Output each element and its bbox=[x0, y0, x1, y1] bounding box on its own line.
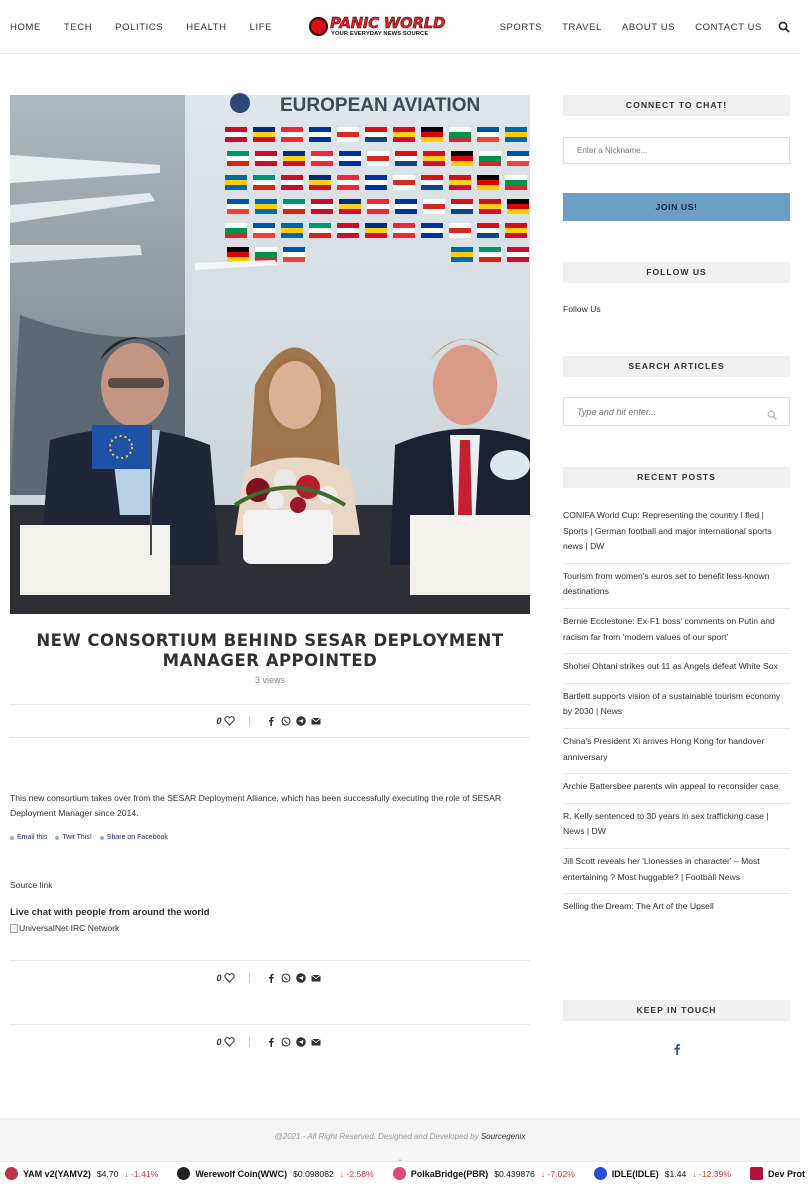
nav-item-tech[interactable]: TECH bbox=[63, 21, 93, 33]
flag-stripe bbox=[477, 132, 499, 137]
ticker-item[interactable] bbox=[393, 1167, 575, 1180]
flag-stripe bbox=[309, 180, 331, 185]
flag-stripe bbox=[337, 137, 359, 142]
article-title: NEW CONSORTIUM BEHIND SESAR DEPLOYMENT MANAGER APPOINTED bbox=[36, 631, 504, 670]
flag-stripe bbox=[395, 151, 417, 156]
share-bar-top bbox=[10, 704, 530, 738]
flag-stripe bbox=[311, 151, 333, 156]
flag-stripe bbox=[477, 175, 499, 180]
flag-stripe bbox=[253, 185, 275, 190]
flag-stripe bbox=[309, 233, 331, 238]
flag-stripe bbox=[365, 127, 387, 132]
flag-stripe bbox=[477, 233, 499, 238]
flag-stripe bbox=[283, 151, 305, 156]
flag-stripe bbox=[227, 209, 249, 214]
flag-stripe bbox=[337, 233, 359, 238]
flag-stripe bbox=[367, 204, 389, 209]
flag-stripe bbox=[337, 223, 359, 228]
flag-stripe bbox=[451, 199, 473, 204]
coin-price: $1.44 bbox=[664, 1168, 687, 1179]
flag-stripe bbox=[451, 204, 473, 209]
whatsapp-icon[interactable] bbox=[281, 973, 291, 983]
widget-title-follow: FOLLOW US bbox=[563, 262, 790, 283]
flag-stripe bbox=[367, 209, 389, 214]
bullet-icon bbox=[100, 836, 104, 840]
flag-stripe bbox=[281, 127, 303, 132]
flag-stripe bbox=[393, 223, 415, 228]
like-count: 0 bbox=[216, 1036, 222, 1047]
recent-posts-list bbox=[563, 503, 790, 923]
flag-stripe bbox=[477, 185, 499, 190]
flag-stripe bbox=[283, 204, 305, 209]
flag-stripe bbox=[479, 151, 501, 156]
flag-stripe bbox=[421, 223, 443, 228]
flag-stripe bbox=[367, 161, 389, 166]
divider bbox=[249, 1037, 250, 1047]
coin-icon bbox=[393, 1167, 406, 1180]
flag-stripe bbox=[393, 228, 415, 233]
flag-stripe bbox=[227, 151, 249, 156]
view-count: 3 views bbox=[254, 675, 285, 685]
flag-stripe bbox=[395, 209, 417, 214]
coin-change: ↓ -12.39% bbox=[692, 1168, 731, 1179]
coin-change-value: -2.58% bbox=[346, 1168, 374, 1179]
flag-stripe bbox=[367, 199, 389, 204]
flag-stripe bbox=[311, 161, 333, 166]
flag-stripe bbox=[253, 180, 275, 185]
logo-mark-icon bbox=[309, 17, 328, 36]
flag-stripe bbox=[339, 204, 361, 209]
flag-stripe bbox=[479, 199, 501, 204]
flag-stripe bbox=[477, 223, 499, 228]
facebook-icon[interactable] bbox=[266, 973, 276, 983]
telegram-icon[interactable] bbox=[296, 973, 306, 983]
flag-stripe bbox=[253, 175, 275, 180]
recent-post-item[interactable]: China's President Xi arrives Hong Kong for handover anniversary bbox=[563, 729, 790, 774]
flag-stripe bbox=[365, 185, 387, 190]
follow-us-text: Follow Us bbox=[563, 304, 601, 314]
flag-stripe bbox=[339, 151, 361, 156]
flag-stripe bbox=[395, 199, 417, 204]
flag-stripe bbox=[225, 127, 247, 132]
coin-price: $4.70 bbox=[96, 1168, 119, 1179]
flag-stripe bbox=[281, 223, 303, 228]
flag-stripe bbox=[283, 257, 305, 262]
flag-stripe bbox=[505, 175, 527, 180]
flag-stripe bbox=[393, 137, 415, 142]
flag-stripe bbox=[505, 233, 527, 238]
like-count: 0 bbox=[216, 972, 222, 983]
site-header bbox=[0, 0, 800, 54]
share-bar-bottom bbox=[10, 1024, 530, 1058]
coin-change: ↓ -1.41% bbox=[124, 1168, 159, 1179]
flag-stripe bbox=[395, 204, 417, 209]
primary-nav-right bbox=[480, 0, 790, 54]
flag-stripe bbox=[311, 209, 333, 214]
flag-stripe bbox=[479, 204, 501, 209]
flag-stripe bbox=[393, 127, 415, 132]
chevron-up-icon[interactable] bbox=[395, 1152, 405, 1159]
flag-stripe bbox=[477, 228, 499, 233]
recent-post-item[interactable]: Jill Scott reveals her 'Lionesses in character' – Most entertaining ? Most huggable? | Football News bbox=[563, 849, 790, 894]
coin-change-value: -12.39% bbox=[698, 1168, 731, 1179]
flag-stripe bbox=[423, 199, 445, 204]
nav-item-health[interactable]: HEALTH bbox=[186, 21, 227, 33]
nav-item-travel[interactable]: TRAVEL bbox=[562, 21, 602, 33]
flag-stripe bbox=[393, 180, 415, 185]
flag-stripe bbox=[367, 156, 389, 161]
search-input[interactable] bbox=[564, 398, 789, 425]
coin-change-value: -1.41% bbox=[131, 1168, 159, 1179]
flag-stripe bbox=[225, 175, 247, 180]
search-icon[interactable] bbox=[778, 21, 790, 33]
email-icon[interactable] bbox=[311, 1037, 321, 1047]
flag-stripe bbox=[339, 199, 361, 204]
flag-stripe bbox=[421, 127, 443, 132]
flag-stripe bbox=[421, 180, 443, 185]
flag-stripe bbox=[477, 137, 499, 142]
flag-stripe bbox=[479, 161, 501, 166]
flag-stripe bbox=[281, 180, 303, 185]
broken-image-icon bbox=[10, 924, 18, 933]
recent-post-item[interactable]: Tourism from women's euros set to benefit less-known destinations bbox=[563, 564, 790, 609]
flag-stripe bbox=[477, 180, 499, 185]
heart-icon[interactable] bbox=[224, 716, 235, 726]
facebook-icon[interactable] bbox=[266, 1037, 276, 1047]
ticker-item[interactable] bbox=[750, 1167, 811, 1180]
flag-stripe bbox=[309, 228, 331, 233]
flag-stripe bbox=[421, 132, 443, 137]
coin-name: Werewolf Coin(WWC) bbox=[195, 1168, 288, 1179]
live-chat-heading: Live chat with people from around the world bbox=[10, 907, 210, 918]
widget-title-recent: RECENT POSTS bbox=[563, 467, 790, 488]
coin-name: PolkaBridge(PBR) bbox=[410, 1168, 489, 1179]
bullet-icon bbox=[55, 836, 59, 840]
flag-stripe bbox=[225, 137, 247, 142]
flag-stripe bbox=[281, 185, 303, 190]
flag-stripe bbox=[507, 257, 529, 262]
flag-stripe bbox=[283, 209, 305, 214]
flag-stripe bbox=[395, 156, 417, 161]
flag-stripe bbox=[253, 233, 275, 238]
flag-stripe bbox=[309, 223, 331, 228]
flag-stripe bbox=[451, 161, 473, 166]
flag-stripe bbox=[507, 252, 529, 257]
flag-stripe bbox=[505, 180, 527, 185]
flag-stripe bbox=[255, 209, 277, 214]
flag-stripe bbox=[505, 228, 527, 233]
flag-stripe bbox=[449, 175, 471, 180]
twit-this-label: Twit This! bbox=[62, 834, 92, 841]
flag-stripe bbox=[449, 185, 471, 190]
nav-item-home[interactable]: HOME bbox=[10, 21, 41, 33]
flag-stripe bbox=[255, 199, 277, 204]
flag-stripe bbox=[451, 156, 473, 161]
flag-stripe bbox=[337, 185, 359, 190]
flag-stripe bbox=[449, 180, 471, 185]
flag-stripe bbox=[283, 156, 305, 161]
coin-name: YAM v2(YAMV2) bbox=[23, 1168, 91, 1179]
coin-change: ↓ -2.58% bbox=[339, 1168, 374, 1179]
flag-stripe bbox=[227, 252, 249, 257]
flag-stripe bbox=[255, 204, 277, 209]
flag-stripe bbox=[311, 199, 333, 204]
flag-stripe bbox=[309, 185, 331, 190]
bullet-icon bbox=[10, 836, 14, 840]
flag-stripe bbox=[479, 252, 501, 257]
email-this-label: Email this bbox=[17, 834, 48, 841]
search-box bbox=[563, 397, 790, 426]
flag-stripe bbox=[255, 156, 277, 161]
nav-item-life[interactable]: LIFE bbox=[249, 21, 273, 33]
flag-stripe bbox=[449, 223, 471, 228]
join-button[interactable]: JOIN US! bbox=[563, 193, 790, 221]
share-facebook-label: Share on Facebook bbox=[106, 834, 168, 841]
flag-stripe bbox=[337, 180, 359, 185]
flag-stripe bbox=[281, 233, 303, 238]
flag-stripe bbox=[449, 233, 471, 238]
copyright bbox=[0, 1132, 800, 1141]
flag-stripe bbox=[281, 175, 303, 180]
recent-post-item[interactable]: Archie Battersbee parents win appeal to reconsider case bbox=[563, 774, 790, 804]
flag-stripe bbox=[255, 247, 277, 252]
whatsapp-icon[interactable] bbox=[281, 1037, 291, 1047]
flag-stripe bbox=[421, 175, 443, 180]
flag-stripe bbox=[255, 161, 277, 166]
irc-image-alt: UniversalNet IRC Network bbox=[19, 923, 120, 933]
flag-stripe bbox=[505, 185, 527, 190]
logo-subtitle: YOUR EVERYDAY NEWS SOURCE bbox=[331, 31, 429, 37]
recent-post-item[interactable]: Bernie Ecclestone: Ex-F1 boss' comments on Putin and racism far from 'modern values of our sport' bbox=[563, 609, 790, 654]
share-links bbox=[10, 834, 176, 841]
flag-stripe bbox=[479, 209, 501, 214]
flag-stripe bbox=[309, 175, 331, 180]
flag-stripe bbox=[365, 137, 387, 142]
flag-stripe bbox=[227, 161, 249, 166]
flag-stripe bbox=[451, 151, 473, 156]
flag-stripe bbox=[365, 175, 387, 180]
recent-post-item[interactable]: CONIFA World Cup: Representing the country I fled | Sports | German football and major international sports news | DW bbox=[563, 503, 790, 564]
flag-stripe bbox=[507, 161, 529, 166]
flag-stripe bbox=[423, 156, 445, 161]
flag-stripe bbox=[225, 180, 247, 185]
flag-stripe bbox=[283, 161, 305, 166]
flag-stripe bbox=[253, 127, 275, 132]
share-on-facebook-link[interactable] bbox=[100, 834, 168, 841]
email-icon[interactable] bbox=[311, 973, 321, 983]
flag-stripe bbox=[507, 199, 529, 204]
flag-stripe bbox=[421, 233, 443, 238]
coin-icon bbox=[594, 1167, 607, 1180]
flag-stripe bbox=[421, 228, 443, 233]
widget-title-connect: CONNECT TO CHAT! bbox=[563, 95, 790, 116]
flag-stripe bbox=[421, 137, 443, 142]
coin-icon bbox=[177, 1167, 190, 1180]
recent-post-item[interactable]: Selling the Dream: The Art of the Upsell bbox=[563, 901, 714, 912]
flag-stripe bbox=[451, 247, 473, 252]
nav-item-about-us[interactable]: ABOUT US bbox=[621, 21, 676, 33]
coin-icon bbox=[5, 1167, 18, 1180]
flag-stripe bbox=[507, 151, 529, 156]
hero-banner-text: EUROPEAN AVIATION bbox=[280, 95, 481, 116]
divider bbox=[249, 973, 250, 983]
flag-stripe bbox=[451, 257, 473, 262]
flag-stripe bbox=[253, 132, 275, 137]
twit-this-link[interactable] bbox=[55, 834, 91, 841]
flag-stripe bbox=[339, 156, 361, 161]
flag-stripe bbox=[507, 204, 529, 209]
whatsapp-icon[interactable] bbox=[281, 716, 291, 726]
flag-stripe bbox=[225, 132, 247, 137]
flag-stripe bbox=[449, 228, 471, 233]
flag-stripe bbox=[309, 127, 331, 132]
flag-stripe bbox=[255, 151, 277, 156]
flag-stripe bbox=[253, 228, 275, 233]
facebook-icon[interactable] bbox=[266, 716, 276, 726]
irc-network-image[interactable] bbox=[10, 923, 119, 933]
developer-link[interactable]: Sourcegenix bbox=[480, 1132, 526, 1141]
heart-icon[interactable] bbox=[224, 1037, 235, 1047]
flag-stripe bbox=[423, 209, 445, 214]
flag-stripe bbox=[337, 228, 359, 233]
flag-stripe bbox=[283, 199, 305, 204]
flag-stripe bbox=[367, 151, 389, 156]
flag-stripe bbox=[281, 137, 303, 142]
primary-nav-left bbox=[10, 0, 295, 54]
flag-stripe bbox=[365, 223, 387, 228]
flag-stripe bbox=[253, 137, 275, 142]
flag-stripe bbox=[337, 132, 359, 137]
flag-stripe bbox=[339, 161, 361, 166]
flag-stripe bbox=[283, 252, 305, 257]
coin-price: $0.439876 bbox=[494, 1168, 535, 1179]
nav-item-sports[interactable]: SPORTS bbox=[499, 21, 543, 33]
flag-stripe bbox=[505, 127, 527, 132]
flag-stripe bbox=[365, 228, 387, 233]
coin-change-value: -7.02% bbox=[547, 1168, 575, 1179]
site-logo[interactable] bbox=[309, 15, 461, 41]
article-paragraph: This new consortium takes over from the SESAR Deployment Alliance, which has been successfully executing the role of SESAR Deployment Manager since 2014. bbox=[10, 793, 502, 818]
telegram-icon[interactable] bbox=[296, 1037, 306, 1047]
crypto-ticker bbox=[0, 1161, 805, 1185]
ticker-item[interactable] bbox=[177, 1167, 373, 1180]
recent-post-item[interactable]: Bartlett supports vision of a sustainable tourism economy by 2030 | News bbox=[563, 684, 790, 729]
flag-stripe bbox=[339, 209, 361, 214]
heart-icon[interactable] bbox=[224, 973, 235, 983]
divider bbox=[249, 716, 250, 726]
flag-stripe bbox=[365, 132, 387, 137]
flag-stripe bbox=[505, 137, 527, 142]
flag-stripe bbox=[225, 233, 247, 238]
flag-stripe bbox=[225, 223, 247, 228]
ticker-item[interactable] bbox=[5, 1167, 158, 1180]
flag-stripe bbox=[393, 185, 415, 190]
flag-stripe bbox=[507, 156, 529, 161]
flag-stripe bbox=[393, 132, 415, 137]
flag-stripe bbox=[255, 252, 277, 257]
nav-item-politics[interactable]: POLITICS bbox=[115, 21, 164, 33]
flag-stripe bbox=[337, 127, 359, 132]
logo-title: PANIC WORLD bbox=[330, 14, 446, 32]
flag-stripe bbox=[309, 132, 331, 137]
nav-item-contact-us[interactable]: CONTACT US bbox=[695, 21, 762, 33]
widget-title-search: SEARCH ARTICLES bbox=[563, 356, 790, 377]
flag-stripe bbox=[227, 156, 249, 161]
flag-stripe bbox=[365, 233, 387, 238]
flag-stripe bbox=[227, 247, 249, 252]
flag-stripe bbox=[479, 247, 501, 252]
flag-stripe bbox=[421, 185, 443, 190]
flag-stripe bbox=[423, 161, 445, 166]
flag-stripe bbox=[311, 156, 333, 161]
flag-stripe bbox=[449, 137, 471, 142]
flag-stripe bbox=[507, 247, 529, 252]
source-link[interactable]: Source link bbox=[10, 880, 53, 890]
facebook-icon[interactable] bbox=[673, 1042, 681, 1054]
flag-stripe bbox=[393, 233, 415, 238]
flag-stripe bbox=[225, 228, 247, 233]
coin-name: Dev Prot bbox=[767, 1168, 805, 1179]
flag-stripe bbox=[393, 175, 415, 180]
flag-stripe bbox=[505, 223, 527, 228]
like-count: 0 bbox=[216, 716, 222, 726]
featured-image bbox=[10, 95, 530, 614]
flag-stripe bbox=[451, 252, 473, 257]
coin-change: ↓ -7.02% bbox=[540, 1168, 575, 1179]
flag-stripe bbox=[225, 185, 247, 190]
flag-stripe bbox=[505, 132, 527, 137]
search-icon[interactable] bbox=[767, 407, 777, 417]
flag-stripe bbox=[311, 204, 333, 209]
flag-stripe bbox=[337, 175, 359, 180]
telegram-icon[interactable] bbox=[296, 716, 306, 726]
share-bar-middle bbox=[10, 960, 530, 994]
flag-stripe bbox=[227, 204, 249, 209]
flag-stripe bbox=[309, 137, 331, 142]
recent-post-item[interactable]: R. Kelly sentenced to 30 years in sex trafficking case | News | DW bbox=[563, 804, 790, 849]
flag-stripe bbox=[423, 204, 445, 209]
flag-stripe bbox=[477, 127, 499, 132]
flag-stripe bbox=[283, 247, 305, 252]
flag-stripe bbox=[449, 132, 471, 137]
flag-stripe bbox=[507, 209, 529, 214]
email-icon[interactable] bbox=[311, 716, 321, 726]
copyright-text: @2021 - All Right Reserved. Designed and Developed by bbox=[274, 1132, 479, 1141]
flag-stripe bbox=[395, 161, 417, 166]
nickname-input[interactable] bbox=[563, 137, 790, 164]
flag-stripe bbox=[449, 127, 471, 132]
widget-title-keep-in-touch: KEEP IN TOUCH bbox=[563, 1000, 790, 1021]
flag-stripe bbox=[227, 199, 249, 204]
flag-stripe bbox=[253, 223, 275, 228]
coin-name: IDLE(IDLE) bbox=[611, 1168, 659, 1179]
flag-stripe bbox=[281, 132, 303, 137]
flag-stripe bbox=[423, 151, 445, 156]
coin-price: $0.098082 bbox=[293, 1168, 334, 1179]
recent-post-item[interactable]: Shohei Ohtani strikes out 11 as Angels defeat White Sox bbox=[563, 654, 790, 684]
flag-stripe bbox=[451, 209, 473, 214]
ticker-item[interactable] bbox=[594, 1167, 731, 1180]
coin-icon bbox=[750, 1167, 763, 1180]
flag-stripe bbox=[365, 180, 387, 185]
flag-stripe bbox=[479, 156, 501, 161]
flag-stripe bbox=[281, 228, 303, 233]
email-this-link[interactable] bbox=[10, 834, 47, 841]
flag-stripe bbox=[479, 257, 501, 262]
